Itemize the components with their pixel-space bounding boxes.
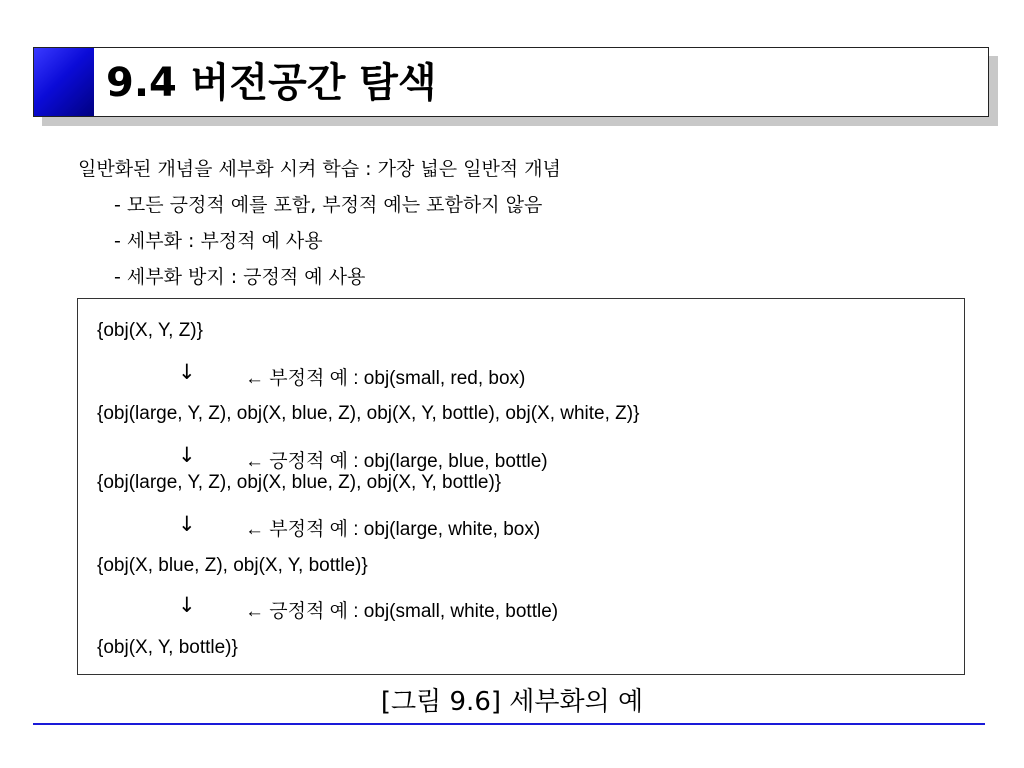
bottom-rule	[33, 723, 985, 725]
title-accent-block	[34, 48, 94, 116]
bullet-sub-1: - 모든 긍정적 예를 포함, 부정적 예는 포함하지 않음	[114, 194, 543, 216]
down-arrow-icon: ↓	[178, 512, 196, 536]
down-arrow-icon: ↓	[178, 443, 196, 467]
example-box	[77, 298, 965, 675]
down-arrow-icon: ↓	[178, 360, 196, 384]
hypothesis-set-1: {obj(X, Y, Z)}	[97, 320, 203, 341]
down-arrow-icon: ↓	[178, 593, 196, 617]
slide-title: 9.4 버전공간 탐색	[106, 60, 437, 106]
bullet-list	[78, 155, 561, 299]
example-note-4: ← 긍정적 예 : obj(small, white, bottle)	[245, 601, 559, 622]
example-note-3: ← 부정적 예 : obj(large, white, box)	[245, 519, 541, 540]
hypothesis-set-5: {obj(X, Y, bottle)}	[97, 637, 238, 658]
hypothesis-set-4: {obj(X, blue, Z), obj(X, Y, bottle)}	[97, 555, 368, 576]
example-note-2: ← 긍정적 예 : obj(large, blue, bottle)	[245, 451, 548, 472]
bullet-sub-3: - 세부화 방지 : 긍정적 예 사용	[114, 266, 366, 288]
bullet-sub-2: - 세부화 : 부정적 예 사용	[114, 230, 323, 252]
figure-caption: [그림 9.6] 세부화의 예	[380, 687, 644, 717]
example-note-1: ← 부정적 예 : obj(small, red, box)	[245, 368, 526, 389]
bullet-main: 일반화된 개념을 세부화 시켜 학습 : 가장 넓은 일반적 개념	[78, 158, 561, 180]
hypothesis-set-2: {obj(large, Y, Z), obj(X, blue, Z), obj(X, Y, bottle), obj(X, white, Z)}	[97, 403, 640, 424]
title-box	[33, 47, 989, 117]
hypothesis-set-3: {obj(large, Y, Z), obj(X, blue, Z), obj(X, Y, bottle)}	[97, 472, 502, 493]
